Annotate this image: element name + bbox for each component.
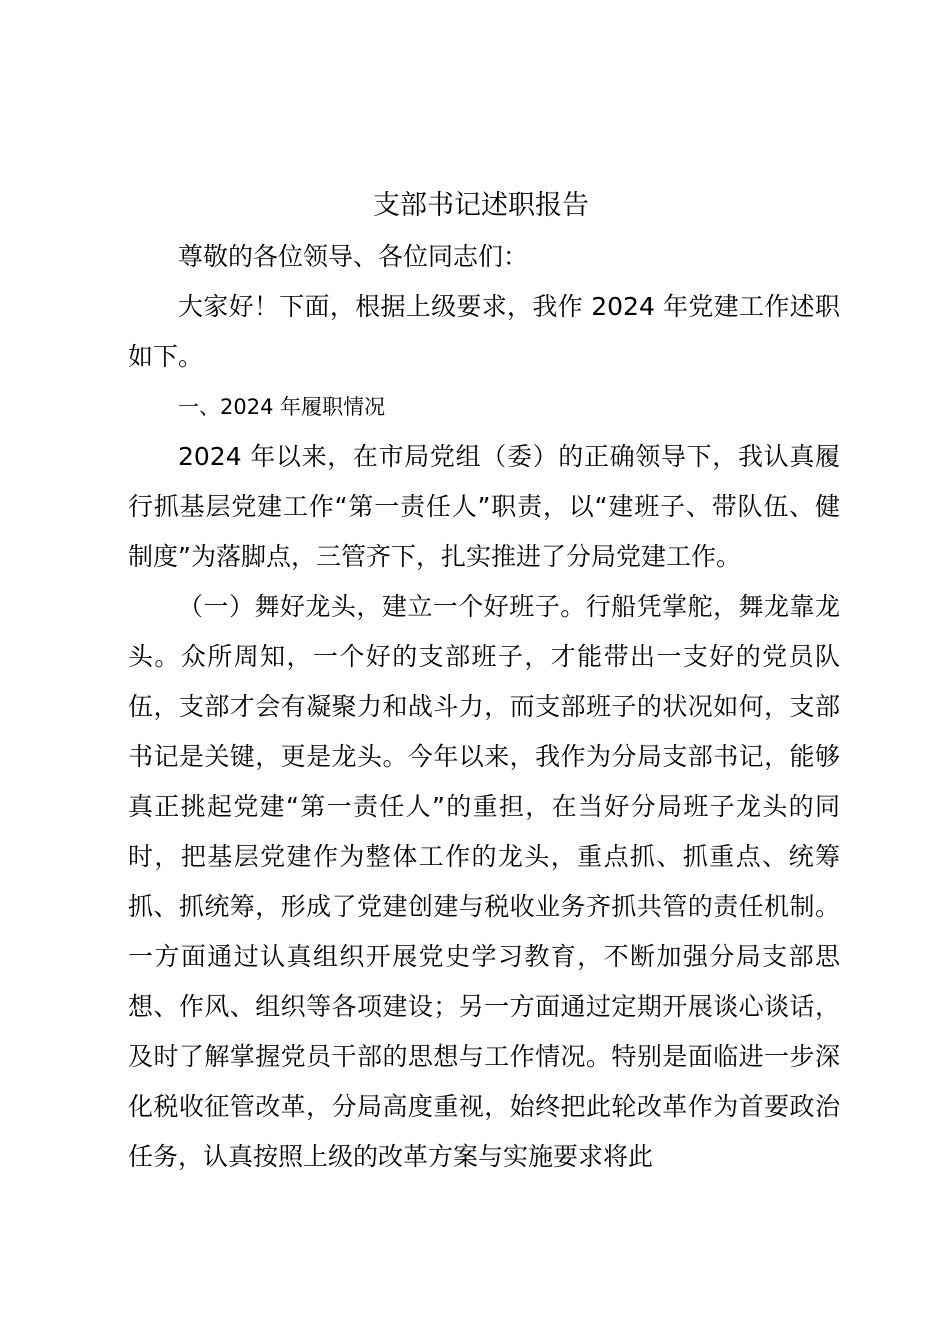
body-paragraph: （一）舞好龙头，建立一个好班子。行船凭掌舵，舞龙靠龙头。众所周知，一个好的支部班子，才能带出一支好的党员队伍，支部才会有凝聚力和战斗力，而支部班子的状况如何，支部书记是关键，更是龙头。今年以来，我作为分局支部书记，能够真正挑起党建“第一责任人”的重担，在当好分局班子龙头的同时，把基层党建作为整体工作的龙头，重点抓、抓重点、统筹抓、抓统筹，形成了党建创建与税收业务齐抓共管的责任机制。一方面通过认真组织开展党史学习教育，不断加强分局支部思想、作风、组织等各项建设；另一方面通过定期开展谈心谈话，及时了解掌握党员干部的思想与工作情况。特别是面临进一步深化税收征管改革，分局高度重视，始终把此轮改革作为首要政治任务，认真按照上级的改革方案与实施要求将此 (128, 592, 840, 1171)
salutation: 尊敬的各位领导、各位同志们： (178, 242, 529, 271)
body-paragraph: 2024 年以来，在市局党组（委）的正确领导下，我认真履行抓基层党建工作“第一责任人”职责，以“建班子、带队伍、健制度”为落脚点，三管齐下，扎实推进了分局党建工作。 (128, 442, 840, 571)
document-body (128, 232, 840, 1182)
document-title: 支部书记述职报告 (373, 190, 589, 221)
intro-paragraph: 大家好！下面，根据上级要求，我作 2024 年党建工作述职如下。 (128, 292, 840, 371)
section-heading: 一、2024 年履职情况 (178, 395, 386, 419)
